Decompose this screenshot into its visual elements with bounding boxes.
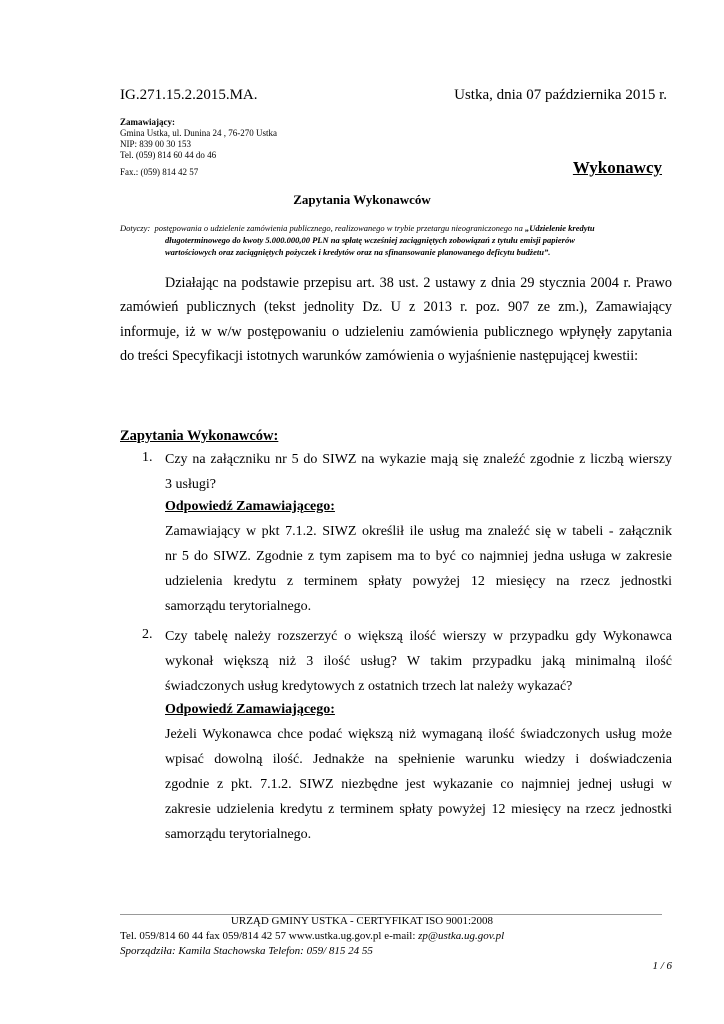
subject-text: postępowania o udzielenie zamówienia publicznego, realizowanego w trybie przetargu nieograniczonego na [154,223,523,233]
recipient-heading: Wykonawcy [572,158,662,177]
footer-contact-text: Tel. 059/814 60 44 fax 059/814 42 57 www.ustka.ug.gov.pl e-mail: [120,930,419,942]
question-line: świadczonych usług kredytowych z ostatnich trzech lat należy wykazać? [165,679,573,694]
answer-line: samorządu terytorialnego. [165,827,312,842]
intro-line: informuje, iż w w/w postępowaniu o udzieleniu zamówienia publicznego wpłynęły zapytania [120,324,672,340]
answer-heading: Odpowiedź Zamawiającego: [165,702,335,717]
answer-line: zgodnie z pkt. 7.1.2. SIWZ niezbędne jest wykazanie co najmniej jednej usługi w [165,777,672,792]
question-number: 2. [142,627,153,642]
subject-line-3: wartościowych oraz zaciągniętych pożyczek i kredytów oraz na sfinansowanie planowanego deficytu budżetu”. [165,247,551,257]
answer-line: Zamawiający w pkt 7.1.2. SIWZ określił ile usług ma znaleźć się w tabeli - załącznik [165,524,672,539]
question-line: Czy na załączniku nr 5 do SIWZ na wykazie mają się znaleźć zgodnie z liczbą wierszy [165,452,672,467]
answer-line: samorządu terytorialnego. [165,599,312,614]
intro-line: do treści Specyfikacji istotnych warunków zamówienia o wyjaśnienie następującej kwestii: [120,348,639,364]
footer-email-link[interactable]: zp@ustka.ug.gov.pl [418,930,505,942]
answer-heading: Odpowiedź Zamawiającego: [165,499,335,514]
zamawiajacy-nip: NIP: 839 00 30 153 [120,139,192,149]
subject-label: Dotyczy: [120,223,151,233]
document-reference: IG.271.15.2.2015.MA. [120,87,258,103]
question-number: 1. [142,450,153,465]
answer-text [165,722,672,847]
answer-line: zakresie udzielenia kredytu z terminem spłaty powyżej 12 miesięcy na rzecz jednostki [165,802,672,817]
question-line: Czy tabelę należy rozszerzyć o większą ilość wierszy w przypadku gdy Wykonawca [165,629,672,644]
intro-line: zamówień publicznych (tekst jednolity Dz. U z 2013 r. poz. 907 ze zm.), Zamawiający [120,299,672,315]
page-number: 1 / 6 [652,960,672,972]
answer-text [165,519,672,619]
subject-line-2: długoterminowego do kwoty 5.000.000,00 PLN na spłatę wcześniej zaciągniętych zobowiązań z tytułu emisji papierów [165,235,575,245]
answer-line: udzielenia kredytu z terminem spłaty powyżej 12 miesięcy na rzecz jednostki [165,574,672,589]
intro-paragraph [120,271,672,368]
answer-line: wpisać dowolną ilość. Jednakże na spełnienie warunku wiedzy i doświadczenia [165,752,672,767]
footer-office: URZĄD GMINY USTKA - CERTYFIKAT ISO 9001:2008 [230,915,494,927]
zamawiajacy-address: Gmina Ustka, ul. Dunina 24 , 76-270 Ustka [120,128,277,138]
question-line: 3 usługi? [165,477,216,492]
zamawiajacy-fax: Fax.: (059) 814 42 57 [120,167,199,177]
question-text [165,624,672,699]
answer-line: Jeżeli Wykonawca chce podać większą niż wymaganą ilość świadczonych usług może [165,727,672,742]
question-line: wykonał większą niż 3 ilość usług? W takim przypadku jaką minimalną ilość [165,654,672,669]
footer-author: Sporządziła: Kamila Stachowska Telefon: 059/ 815 24 55 [120,945,373,957]
intro-line: Działając na podstawie przepisu art. 38 ust. 2 ustawy z dnia 29 stycznia 2004 r. Prawo [165,275,672,291]
zamawiajacy-label: Zamawiający: [120,117,175,127]
subject-bold-start: „Udzielenie kredytu [524,223,595,233]
question-text [165,447,672,497]
zamawiajacy-phone: Tel. (059) 814 60 44 do 46 [120,150,217,160]
document-date: Ustka, dnia 07 października 2015 r. [454,87,667,103]
document-title: Zapytania Wykonawców [293,192,431,207]
footer-contact [120,930,504,942]
subject-line [120,222,672,234]
section-heading: Zapytania Wykonawców: [120,428,279,444]
answer-line: nr 5 do SIWZ. Zgodnie z tym zapisem ma to być co najmniej jedna usługa w zakresie [165,549,672,564]
